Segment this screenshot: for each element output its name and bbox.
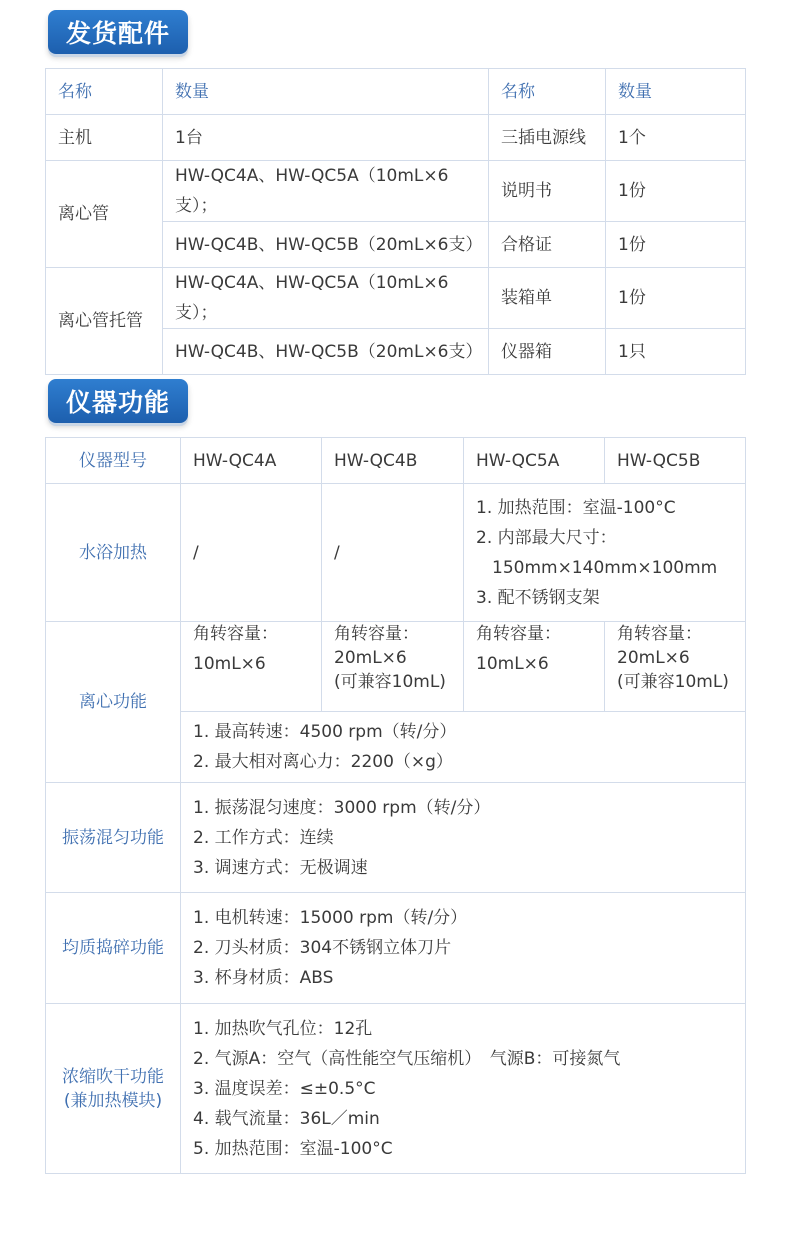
concentrate-label <box>46 1004 181 1174</box>
shake-line-3: 3. 调速方式：无极调速 <box>193 857 368 878</box>
model-qc4b: HW-QC4B <box>322 438 464 484</box>
section-title-accessories: 发货配件 <box>48 10 188 54</box>
concentrate-line-3: 3. 温度误差：≤±0.5°C <box>193 1078 376 1099</box>
homogenize-line-1: 1. 电机转速：15000 rpm（转/分） <box>193 908 468 928</box>
table-row <box>46 115 746 161</box>
cap-label: 角转容量： <box>476 624 561 644</box>
homogenize-label: 均质捣碎功能 <box>46 893 181 1004</box>
water-bath-line-1: 1. 加热范围：室温-100°C <box>476 497 676 518</box>
cell-tube-name: 离心管 <box>46 161 163 268</box>
homogenize-specs <box>181 893 746 1004</box>
cell-case-name: 仪器箱 <box>489 329 606 375</box>
centrifuge-specs <box>181 712 746 783</box>
cap-label: 角转容量： <box>193 624 278 644</box>
cell-holder-spec-1: HW-QC4A、HW-QC5A（10mL×6支）； <box>163 268 489 329</box>
cell-tube-spec-1: HW-QC4A、HW-QC5A（10mL×6支）； <box>163 161 489 222</box>
cap-value: 10mL×6 <box>476 654 549 674</box>
cap-value: 10mL×6 <box>193 654 266 674</box>
concentrate-line-5: 5. 加热范围：室温-100°C <box>193 1138 393 1159</box>
cell-certificate-qty: 1份 <box>606 222 746 268</box>
concentrate-label-2: (兼加热模块) <box>63 1090 163 1111</box>
table-row <box>46 783 746 893</box>
concentrate-specs <box>181 1004 746 1174</box>
accessories-table <box>45 68 746 375</box>
cell-holder-name: 离心管托管 <box>46 268 163 375</box>
cell-host-name: 主机 <box>46 115 163 161</box>
cell-holder-spec-2: HW-QC4B、HW-QC5B（20mL×6支） <box>163 329 489 375</box>
table-row <box>46 69 746 115</box>
header-qty-2: 数量 <box>606 69 746 115</box>
table-row <box>46 484 746 622</box>
water-bath-qc4b: / <box>322 484 464 622</box>
cell-case-qty: 1只 <box>606 329 746 375</box>
header-qty: 数量 <box>163 69 489 115</box>
cell-packing-list-qty: 1份 <box>606 268 746 329</box>
cell-host-qty: 1台 <box>163 115 489 161</box>
water-bath-qc4a: / <box>181 484 322 622</box>
cap-label: 角转容量： <box>617 624 702 644</box>
header-name-2: 名称 <box>489 69 606 115</box>
model-qc5b: HW-QC5B <box>605 438 746 484</box>
cell-certificate-name: 合格证 <box>489 222 606 268</box>
cap-value: 20mL×6 <box>334 648 407 668</box>
concentrate-line-4: 4. 载气流量：36L／min <box>193 1108 380 1129</box>
cell-manual-qty: 1份 <box>606 161 746 222</box>
shake-specs <box>181 783 746 893</box>
centrifuge-cap-qc5b <box>605 622 746 712</box>
shake-line-1: 1. 振荡混匀速度：3000 rpm（转/分） <box>193 797 491 818</box>
centrifuge-line-2: 2. 最大相对离心力：2200（×g） <box>193 752 453 772</box>
cap-note: (可兼容10mL) <box>617 672 729 692</box>
model-qc4a: HW-QC4A <box>181 438 322 484</box>
water-bath-label: 水浴加热 <box>46 484 181 622</box>
water-bath-line-4: 3. 配不锈钢支架 <box>476 587 600 608</box>
table-row <box>46 622 746 712</box>
water-bath-line-2: 2. 内部最大尺寸： <box>476 527 617 548</box>
water-bath-line-3: 150mm×140mm×100mm <box>492 557 718 578</box>
table-row <box>46 1004 746 1174</box>
cap-note: (可兼容10mL) <box>334 672 446 692</box>
table-row <box>46 893 746 1004</box>
section-title-functions: 仪器功能 <box>48 379 188 423</box>
centrifuge-cap-qc4a <box>181 622 322 712</box>
table-row <box>46 161 746 222</box>
table-row <box>46 268 746 329</box>
model-qc5a: HW-QC5A <box>464 438 605 484</box>
homogenize-line-2: 2. 刀头材质：304不锈钢立体刀片 <box>193 938 452 958</box>
concentrate-line-2: 2. 气源A：空气（高性能空气压缩机） 气源B：可接氮气 <box>193 1048 621 1069</box>
shake-label: 振荡混匀功能 <box>46 783 181 893</box>
centrifuge-line-1: 1. 最高转速：4500 rpm（转/分） <box>193 722 457 742</box>
concentrate-label-1: 浓缩吹干功能 <box>62 1066 164 1087</box>
model-label: 仪器型号 <box>46 438 181 484</box>
cell-packing-list-name: 装箱单 <box>489 268 606 329</box>
shake-line-2: 2. 工作方式：连续 <box>193 827 334 848</box>
homogenize-line-3: 3. 杯身材质：ABS <box>193 968 334 988</box>
cap-value: 20mL×6 <box>617 648 690 668</box>
cell-power-cord-qty: 1个 <box>606 115 746 161</box>
centrifuge-label: 离心功能 <box>46 622 181 783</box>
table-row <box>46 438 746 484</box>
water-bath-specs <box>464 484 746 622</box>
centrifuge-cap-qc4b <box>322 622 464 712</box>
functions-table <box>45 437 746 1174</box>
concentrate-line-1: 1. 加热吹气孔位：12孔 <box>193 1018 373 1039</box>
cell-tube-spec-2: HW-QC4B、HW-QC5B（20mL×6支） <box>163 222 489 268</box>
cell-power-cord-name: 三插电源线 <box>489 115 606 161</box>
cell-manual-name: 说明书 <box>489 161 606 222</box>
header-name: 名称 <box>46 69 163 115</box>
cap-label: 角转容量： <box>334 624 419 644</box>
centrifuge-cap-qc5a <box>464 622 605 712</box>
